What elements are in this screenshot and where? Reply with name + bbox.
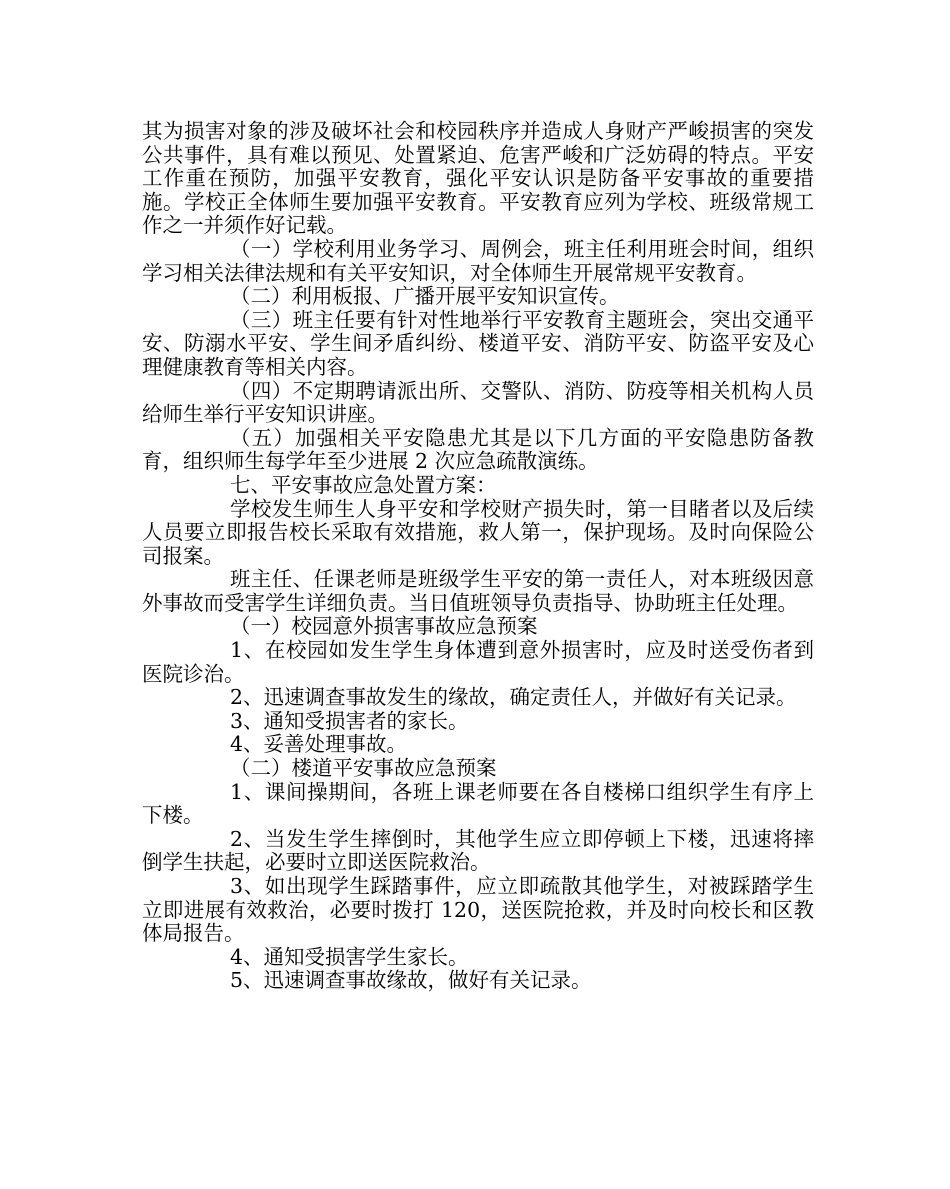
paragraph-item-3: （三）班主任要有针对性地举行平安教育主题班会，突出交通平安、防溺水平安、学生间矛盾纠纷、楼道平安、消防平安、防盗平安及心理健康教育等相关内容。 [142,307,814,379]
list-item: 5、迅速调查事故缘故，做好有关记录。 [230,968,592,993]
subsection-heading-1: （一）校园意外损害事故应急预案 [230,614,538,639]
list-item: 3、通知受损害者的家长。 [230,708,469,733]
list-item: 2、迅速调查事故发生的缘故，确定责任人，并做好有关记录。 [230,685,797,710]
list-item: 4、妥善处理事故。 [230,732,408,757]
section-heading-7: 七、平安事故应急处置方案： [230,472,497,497]
paragraph-item-1: （一）学校利用业务学习、周例会，班主任利用班会时间，组织学习相关法律法规和有关平安知识，对全体师生开展常规平安教育。 [142,236,814,285]
list-item: 3、如出现学生踩踏事件，应立即疏散其他学生，对被踩踏学生立即进展有效救治，必要时拨打 120，送医院抢救，并及时向校长和区教体局报告。 [142,874,814,946]
document-page [142,120,814,993]
paragraph-intro: 其为损害对象的涉及破坏社会和校园秩序并造成人身财产严峻损害的突发公共事件，具有难以预见、处置紧迫、危害严峻和广泛妨碍的特点。平安工作重在预防，加强平安教育，强化平安认识是防备平安事故的重要措施。学校正全体师生要加强平安教育。平安教育应列为学校、班级常规工作之一并须作好记载。 [142,119,814,238]
paragraph-responsibility: 班主任、任课老师是班级学生平安的第一责任人，对本班级因意外事故而受害学生详细负责。当日值班领导负责指导、协助班主任处理。 [142,567,814,615]
paragraph-item-5: （五）加强相关平安隐患尤其是以下几方面的平安隐患防备教育，组织师生每学年至少进展 2 次应急疏散演练。 [142,425,814,474]
paragraph-item-4: （四）不定期聘请派出所、交警队、消防、防疫等相关机构人员给师生举行平安知识讲座。 [142,378,814,427]
paragraph-report: 学校发生师生人身平安和学校财产损失时，第一目睹者以及后续人员要立即报告校长采取有效措施，救人第一，保护现场。及时向保险公司报案。 [142,496,814,568]
paragraph-item-2: （二）利用板报、广播开展平安知识宣传。 [230,284,620,309]
subsection-heading-2: （二）楼道平安事故应急预案 [230,756,497,781]
list-item: 2、当发生学生摔倒时，其他学生应立即停顿上下楼，迅速将摔倒学生扶起，必要时立即送医院救治。 [142,826,814,875]
list-item: 1、在校园如发生学生身体遭到意外损害时，应及时送受伤者到医院诊治。 [142,638,814,686]
list-item: 1、课间操期间，各班上课老师要在各自楼梯口组织学生有序上下楼。 [142,779,814,828]
list-item: 4、通知受损害学生家长。 [230,944,469,969]
